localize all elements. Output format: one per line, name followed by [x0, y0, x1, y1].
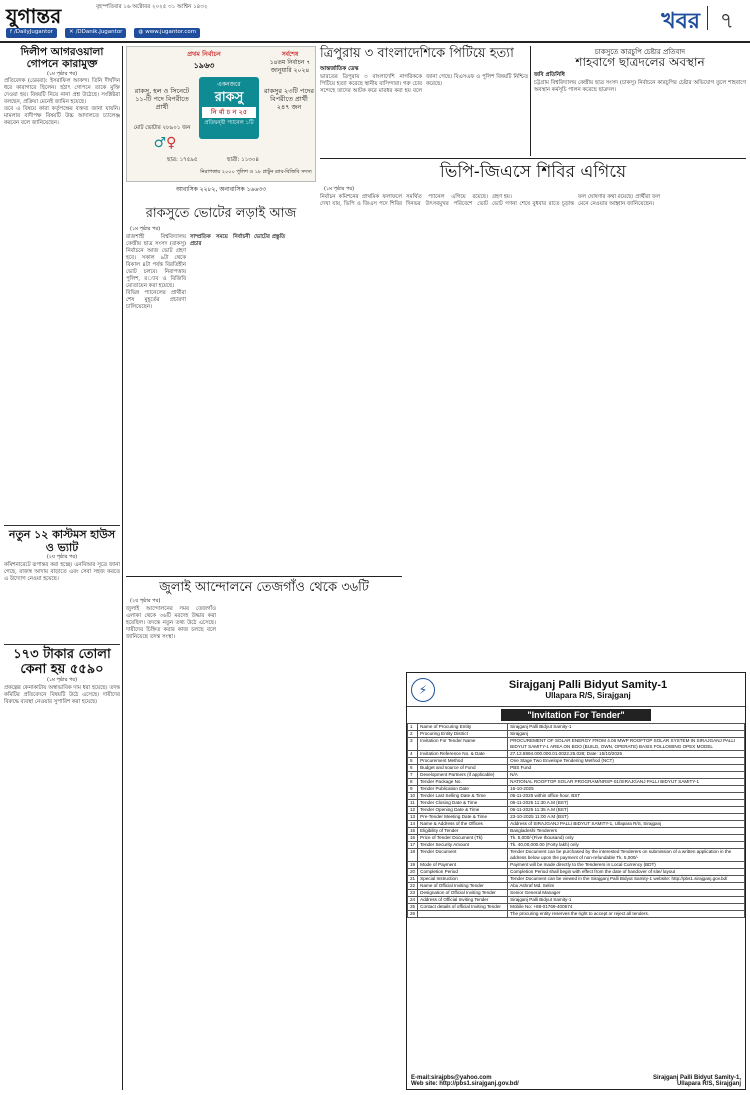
tender-cell-no: 1	[408, 724, 418, 731]
tender-cell-label: Address of Official Inviting Tender	[418, 897, 508, 904]
male-voter-icon: ♂	[153, 135, 167, 151]
tender-row	[408, 876, 745, 883]
tender-cell-no: 2	[408, 731, 418, 738]
tender-cell-no: 24	[408, 897, 418, 904]
right-info: রাকসুর ২৩টি পদের বিপরীতে প্রার্থী ২৪৭ জন	[264, 87, 314, 111]
tender-banner: "Invitation For Tender"	[501, 709, 651, 721]
left-column	[4, 46, 120, 1090]
tender-cell-value: One Stage Two Envelope Tendering Method (NCT)	[508, 758, 745, 765]
tender-row	[408, 738, 745, 751]
pbs-logo-icon: ⚡	[411, 678, 435, 702]
tender-row	[408, 793, 745, 800]
tender-cell-value: Tk. 40,00,000.00 (Forty lakh) only	[508, 842, 745, 849]
tender-cell-value: Senior General Manager	[508, 890, 745, 897]
divider	[4, 644, 120, 645]
tender-cell-label: Tender Package No.	[418, 779, 508, 786]
tender-cell-value: 05-11-2025 within office hour. BST	[508, 793, 745, 800]
tender-addr: Ullapara R/S, Sirajganj	[545, 691, 631, 700]
tender-cell-label: Procuring Entity District	[418, 731, 508, 738]
tender-row	[408, 911, 745, 918]
july-title: জুলাই আন্দোলনে তেজগাঁও থেকে ৩৬টি	[159, 580, 369, 595]
story-customs-cont: (২য় পৃষ্ঠার পর)	[46, 554, 78, 560]
tender-cell-label: Tender Publication Date	[418, 786, 508, 793]
july-body-col2	[220, 606, 310, 1090]
tender-cell-no: 20	[408, 869, 418, 876]
page-number: ৭	[719, 9, 734, 34]
tender-row	[408, 842, 745, 849]
tender-cell-label: Tender Security Amount	[418, 842, 508, 849]
tender-cell-value: Sirajganj Palli Bidyut Samity-1	[508, 724, 745, 731]
raksu-title: রাকসুতে ভোটের লড়াই আজ	[145, 206, 297, 221]
tender-cell-label: Designation of Official Inviting Tender	[418, 890, 508, 897]
social-bar	[6, 28, 306, 38]
tender-cell-no: 21	[408, 876, 418, 883]
male-count: ছাত্র: ১৭৫৯৫	[167, 157, 198, 163]
raksu-infographic	[126, 46, 316, 182]
tender-cell-label: Pre-Tender Meeting Date & Time	[418, 814, 508, 821]
tender-row	[408, 835, 745, 842]
tripura-title: ত্রিপুরায় ৩ বাংলাদেশিকে পিটিয়ে হত্যা	[320, 46, 514, 61]
tender-cell-no: 5	[408, 758, 418, 765]
tender-cell-no: 7	[408, 772, 418, 779]
tender-cell-value: PBS Fund	[508, 765, 745, 772]
female-voter-icon: ♀	[166, 135, 177, 151]
tender-cell-value: Payment will be made directly to the Tenderers in Local Currency (BDT)	[508, 862, 745, 869]
masthead-rule	[0, 41, 750, 43]
tender-ad	[406, 672, 746, 1090]
tender-row	[408, 869, 745, 876]
section-divider	[707, 6, 709, 30]
tender-cell-no: 8	[408, 779, 418, 786]
raksu-body-col2: সাম্প্রতিক সময়ে নির্বাচনী প্রচার	[190, 234, 252, 247]
raksu-body-col1: রাজশাহী বিশ্ববিদ্যালয় কেন্দ্রীয় ছাত্র সংসদ (রাকসু) নির্বাচনে আজ ভোট গ্রহণ হবে। সকাল ৯টা থেকে বিকাল ৪টা পর্যন্ত বিরতিহীন ভোট চলবে। নিরাপত্তায় পুলিশ, র‌্যাব ও বিজিবি মোতায়েন করা হয়েছে। বিভিন্ন প্যানেলের প্রার্থীরা শেষ মুহূর্তের প্রচারণা চালিয়েছেন।	[126, 234, 186, 310]
shahbag-kicker: চাকসুতে কারচুপি চেষ্টার প্রতিবাদ	[594, 48, 686, 56]
left-info: রাকসু, হল ও সিনেটে ১১-টি পদে বিপরীতে প্রার্থী	[134, 87, 190, 111]
tender-row	[408, 862, 745, 869]
facebook-icon: f	[10, 29, 12, 35]
tender-row	[408, 890, 745, 897]
tender-cell-label: Name & Address of the Offices	[418, 821, 508, 828]
center-box	[199, 77, 259, 139]
column-rule	[530, 46, 531, 156]
badge-year: ১৯৬৩	[193, 61, 215, 70]
facebook-link[interactable]: f /DailyJugantor	[6, 28, 57, 38]
tender-cell-value: 23-10-2025 11:00 A.M (BST)	[508, 814, 745, 821]
tender-cell-label: Name of Official Inviting Tender	[418, 883, 508, 890]
tender-cell-no: 22	[408, 883, 418, 890]
tender-cell-value: Bangladeshi Tenderers	[508, 828, 745, 835]
vp-gs-body: নির্বাচন কমিশনের প্রাথমিক ফলাফলে দেখা যায়, ভিপি ও জিএস পদে শিবির সমর্থিত প্যানেল এগিয়ে রয়েছে। দিনভর উৎসবমুখর পরিবেশে ভোট গ্রহণ হয়। ভোট গণনা শেষে বুধবার রাতে চূড়ান্ত ফল ঘোষণার কথা রয়েছে। প্রার্থীরা ফল মেনে নেওয়ার আহ্বান জানিয়েছেন।	[320, 194, 660, 207]
total-voters: মোট ভোটার ২৮৯০১ জন	[133, 125, 191, 131]
tender-cell-no: 15	[408, 828, 418, 835]
story-tola-body: প্রকল্পের কেনাকাটায় অস্বাভাবিক দাম ধরা হয়েছে। তদন্ত কমিটির প্রতিবেদনে বিষয়টি উঠে এসেছে। দায়ীদের বিরুদ্ধে ব্যবস্থা নেওয়ার সুপারিশ করা হয়েছে।	[4, 685, 122, 705]
story-dilip-title: দিলীপ আগরওয়ালা গোপনে কারামুক্ত	[20, 46, 104, 70]
story-tola-cont: (১ম পৃষ্ঠার পর)	[46, 677, 78, 683]
globe-icon: ◍	[138, 29, 144, 35]
x-icon: ✕	[68, 29, 74, 35]
tender-cell-value: The procuring entity reserves the right to accept or reject all tenders.	[508, 911, 745, 918]
tender-cell-value: NATIONAL ROOFTOP SOLAR PROGRAM/NRSP-01/SIRAJGANJ PALLI BIDYUT SAMITY-1	[508, 779, 745, 786]
tender-cell-label: Tender Closing Date & Time	[418, 800, 508, 807]
july-body-col1: জুলাই আন্দোলনের সময় তেজগাঁও এলাকা থেকে ৩৬টি মরদেহ উদ্ধার করা হয়েছিল। তদন্তে নতুন তথ্য উঠে এসেছে। দায়ীদের চিহ্নিত করার কাজ চলছে বলে জানিয়েছে তদন্ত সংস্থা।	[126, 606, 218, 640]
tender-cell-label	[418, 911, 508, 918]
tender-row	[408, 758, 745, 765]
tender-row	[408, 828, 745, 835]
tender-row	[408, 814, 745, 821]
vp-gs-title: ভিপি-জিএসে শিবির এগিয়ে	[439, 162, 627, 182]
tender-cell-label: Contact details of official Inviting Tender	[418, 904, 508, 911]
center-badge: একনজরে	[217, 81, 241, 88]
divider	[320, 158, 746, 159]
tender-cell-label: Mode of Payment	[418, 862, 508, 869]
tender-row	[408, 904, 745, 911]
tender-cell-no: 12	[408, 807, 418, 814]
sign-addr: Ullapara R/S, Sirajganj	[676, 1081, 741, 1087]
tender-cell-no: 16	[408, 835, 418, 842]
badge-title: প্রথম নির্বাচন	[187, 50, 221, 58]
tender-sign	[653, 1075, 741, 1087]
tender-web[interactable]: Web site: http://pbs1.sirajganj.gov.bd/	[411, 1081, 519, 1087]
tender-cell-no: 18	[408, 849, 418, 862]
story-tola-title: ১৭৩ টাকার তোলা কেনা হয় ৫৫৯০	[13, 647, 111, 677]
shahbag-title: শাহবাগে ছাত্রদলের অবস্থান	[575, 55, 705, 69]
tripura-byline: আন্তর্জাতিক ডেস্ক	[320, 66, 359, 72]
tender-row	[408, 724, 745, 731]
tender-row	[408, 786, 745, 793]
story-dilip-body: প্রতিবেদক (ডেমরা): ইসরাফিল আকন্দ। তিনি দীর্ঘদিন ধরে কারাগারে ছিলেন। হঠাৎ গোপনে তাকে মুক্তি দেওয়া হয়। বিষয়টি নিয়ে নানা প্রশ্ন উঠেছে। সংশ্লিষ্টরা বলছেন, প্রক্রিয়া মেনেই জামিন হয়েছে। তবে এ বিষয়ে কারা কর্তৃপক্ষের বক্তব্য জানা যায়নি। মামলার বাদীপক্ষ বিষয়টি উচ্চ আদালতে চ্যালেঞ্জ করবেন বলে জানিয়েছেন।	[4, 78, 120, 126]
story-dilip-cont: (১ম পৃষ্ঠার পর)	[46, 71, 78, 77]
newspaper-logo: যুগান্তর	[6, 4, 62, 28]
tender-cell-no: 10	[408, 793, 418, 800]
tender-cell-no: 4	[408, 751, 418, 758]
tender-row	[408, 807, 745, 814]
tender-cell-value: PROCUREMENT OF SOLAR ENERGY FROM 4.06 MWP ROOFTOP SOLAR SYSTEM IN SIRAJGANJ PALLI BIDYUT SAMITY-1 AREA ON BOO (BUILD, OWN, OPERATE) BASIS FOLLOWING OPEX MODEL	[508, 738, 745, 751]
tender-cell-value: 06-11-2025 11:35 A.M (BST)	[508, 807, 745, 814]
tender-cell-no: 9	[408, 786, 418, 793]
tender-cell-value: Tender Document can be purchased by the interested Tenderers on submission of a written application in the address below upon the payment of non-refundable Tk. 5,000/-	[508, 849, 745, 862]
tender-cell-label: Tender Document	[418, 849, 508, 862]
tender-cell-label: Tender Opening Date & Time	[418, 807, 508, 814]
tripura-body: ভারতের ত্রিপুরায় ৩ বাংলাদেশি নাগরিককে পিটিয়ে হত্যা করেছে স্থানীয় বাসিন্দারা। গরু চোর সন্দেহে তাদের আটক করে মারধর করা হয় বলে জানা গেছে। বিএসএফ ও পুলিশ বিষয়টি নিশ্চিত করেছে।	[320, 74, 530, 94]
vp-gs-cont: (১ম পৃষ্ঠার পর)	[324, 186, 355, 192]
tender-cell-value: 06-11-2025 11:30 A.M (BST)	[508, 800, 745, 807]
tender-cell-value: Sirajganj Palli Bidyut Samity-1	[508, 897, 745, 904]
column-rule	[122, 46, 123, 1090]
tender-cell-label: Invitation Reference No. & Date	[418, 751, 508, 758]
date-line: বৃহস্পতিবার ১৬ অক্টোবর ২০২৫ ৩১ আশ্বিন ১৪৩২	[96, 4, 208, 10]
tender-row	[408, 779, 745, 786]
tender-row	[408, 751, 745, 758]
center-title: রাকসু	[214, 90, 244, 105]
section-name: খবর	[661, 9, 700, 34]
tender-cell-no: 25	[408, 904, 418, 911]
tender-cell-value: Mobile No: +88-01769-400674	[508, 904, 745, 911]
tender-cell-label: Special Instruction	[418, 876, 508, 883]
latest-election	[265, 51, 315, 75]
tender-cell-label: Price of Tender Document (Tk)	[418, 835, 508, 842]
tender-cell-value: 27.12.8894.000.000.01.0022.25.028; Date: 15/10/2025	[508, 751, 745, 758]
tender-cell-value: Tk. 5,000/-(Five thousand) only	[508, 835, 745, 842]
july-body-col3	[314, 606, 402, 1090]
tender-row	[408, 765, 745, 772]
tender-cell-label: Procurement Method	[418, 758, 508, 765]
center-sub: প্রতিদ্বন্দ্বী প্যানেল ১টি	[204, 120, 254, 126]
sign-name: Sirajganj Palli Bidyut Samity-1,	[652, 1075, 741, 1081]
raksu-body-col3: ভোটের প্রস্তুতি	[254, 234, 286, 240]
tender-header	[407, 673, 745, 707]
tender-cell-value: Sirajganj	[508, 731, 745, 738]
tender-cell-no: 11	[408, 800, 418, 807]
latest-label: সর্বশেষ	[281, 51, 299, 58]
masthead	[0, 0, 750, 40]
story-customs-title: নতুন ১২ কাস্টমস হাউস ও ভ্যাট	[8, 528, 116, 554]
tender-cell-no: 3	[408, 738, 418, 751]
tender-cell-label: Completion Period	[418, 869, 508, 876]
tender-cell-value: N/A	[508, 772, 745, 779]
tender-cell-label: Invitation For Tender Name	[418, 738, 508, 751]
tender-org: Sirajganj Palli Bidyut Samity-1	[508, 679, 668, 691]
july-cont: (২য় পৃষ্ঠার পর)	[130, 598, 161, 604]
tender-footer	[411, 1075, 741, 1087]
tender-row	[408, 821, 745, 828]
tender-row	[408, 772, 745, 779]
tender-cell-no: 26	[408, 911, 418, 918]
tender-cell-no: 6	[408, 765, 418, 772]
latest-text: ১৪তম নির্বাচন ৭ জানুয়ারি ২০২৪	[269, 59, 311, 74]
x-link[interactable]: ✕ /DDanik.Jugantor	[65, 28, 127, 38]
tender-cell-label: Tender Last Selling Date & Time	[418, 793, 508, 800]
tender-cell-value: Tender Document can be viewed in the Sirajganj Palli Bidyut Samity-1 website: http://pbs1.sirajganj.gov.bd/	[508, 876, 745, 883]
tender-row	[408, 800, 745, 807]
tender-cell-label: Name of Procuring Entity	[418, 724, 508, 731]
tender-row	[408, 897, 745, 904]
tender-row	[408, 731, 745, 738]
tender-cell-value: 16-10-2025	[508, 786, 745, 793]
tender-cell-no: 14	[408, 821, 418, 828]
shahbag-body: চট্টগ্রাম বিশ্ববিদ্যালয় কেন্দ্রীয় ছাত্র সংসদ (চাকসু) নির্বাচনে কারচুপির চেষ্টার অভিযোগ তুলে শাহবাগে অবস্থান কর্মসূচি পালন করেছে ছাত্রদল।	[534, 80, 748, 93]
female-count: ছাত্রী: ১১৩০৪	[227, 157, 260, 163]
story-customs-body: কমিশনারেটে রূপান্তর করা হচ্ছে। এনবিআর সূত্রে জানা গেছে, রাজস্ব আদায় বাড়াতে এবং সেবা সহজ করতে এ উদ্যোগ নেওয়া হয়েছে।	[4, 562, 122, 582]
tender-cell-no: 19	[408, 862, 418, 869]
tender-row	[408, 849, 745, 862]
tender-cell-label: Eligibility of Tender	[418, 828, 508, 835]
divider	[4, 525, 120, 526]
voter-icons	[135, 135, 195, 153]
tender-cell-no: 13	[408, 814, 418, 821]
residence-info: আবাসিক ২২৮২, অনাবাসিক ১৬৬৩৩	[175, 186, 267, 193]
raksu-cont: (১ম পৃষ্ঠার পর)	[130, 226, 161, 232]
tender-table	[407, 723, 745, 918]
security-info: নিরাপত্তায় ২০০০ পুলিশ ও ১৮ প্লাটুন র‌্যাব-বিজিবি সদস্য	[200, 169, 312, 175]
tender-cell-value: Completion Period shall begin with effect from the date of handover of site/ layout	[508, 869, 745, 876]
tender-cell-no: 17	[408, 842, 418, 849]
tender-cell-label: Development Partners (if applicable)	[418, 772, 508, 779]
tender-row	[408, 883, 745, 890]
web-link[interactable]: ◍ www.jugantor.com	[134, 28, 200, 38]
tender-cell-label: Budget and source of Fund	[418, 765, 508, 772]
tender-cell-value: Address of SIRAJGANJ PALLI BIDYUT SAMITY-1, Ullapara R/S, Sirajganj	[508, 821, 745, 828]
center-vote: নি র্বা চ ন ২৫	[202, 107, 256, 118]
tender-email: E-mail:sirajpbs@yahoo.com	[411, 1075, 492, 1081]
shahbag-byline: জবি প্রতিনিধি	[534, 72, 565, 78]
tender-cell-value: Abu Ashraf Md. Selim	[508, 883, 745, 890]
tender-cell-no: 23	[408, 890, 418, 897]
